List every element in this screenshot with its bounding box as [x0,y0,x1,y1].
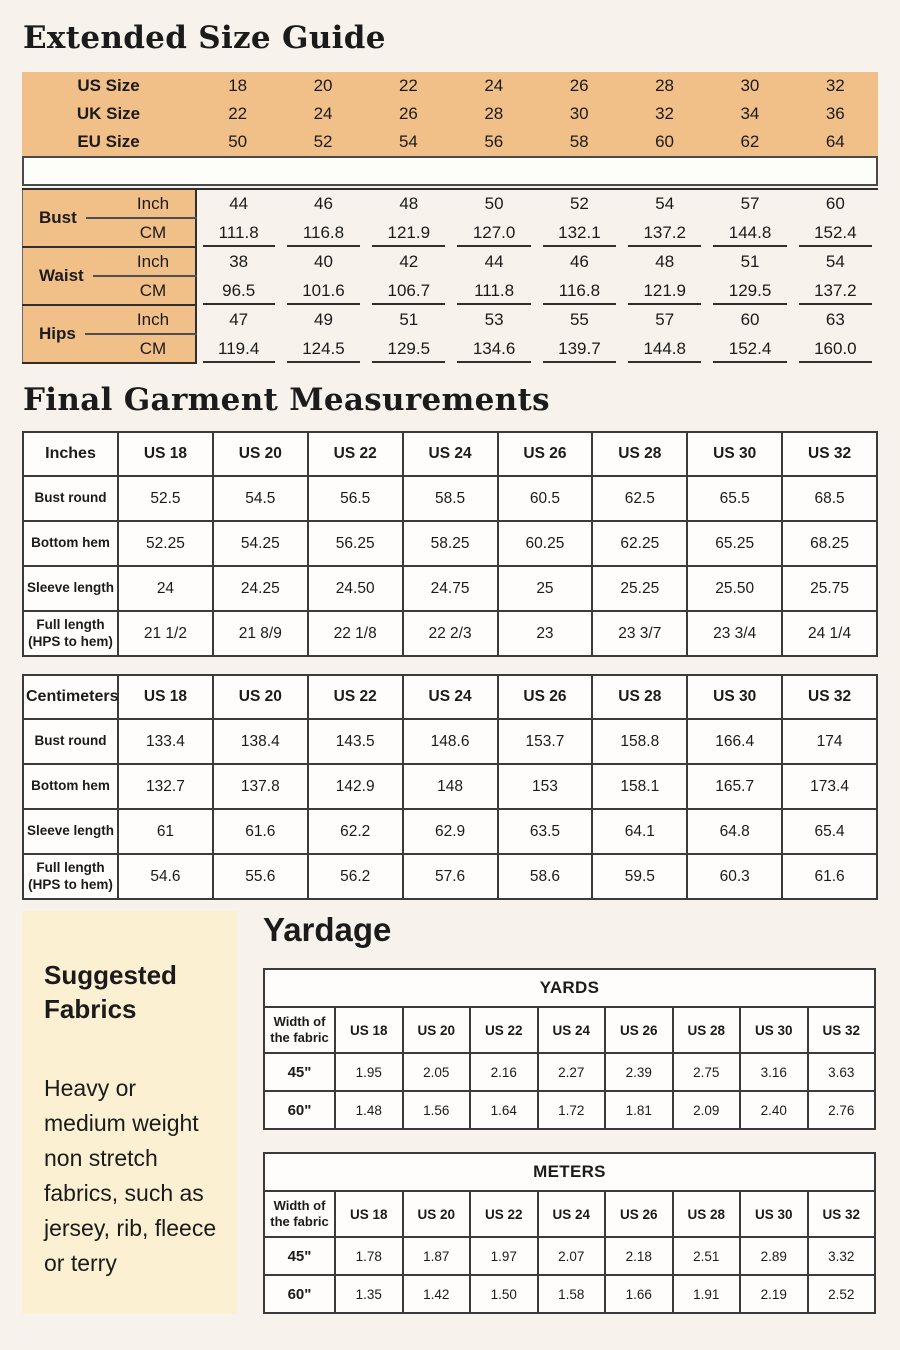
size-value: 60 [655,132,675,152]
measurement-value: 165.7 [687,764,782,809]
size-column-header: US 22 [470,1007,538,1053]
yardage-value: 3.63 [808,1053,876,1091]
yardage-value: 2.09 [673,1091,741,1129]
garment-measurement-row [23,854,877,899]
size-value: 24 [313,104,333,124]
size-column-header: US 24 [538,1191,606,1237]
size-value: 18 [228,76,248,96]
garment-header-row [23,675,877,719]
size-column-header: US 26 [498,432,593,476]
body-value-inch: 57 [655,309,675,329]
body-measurement-row-cm [23,276,879,305]
measurement-value: 52.5 [118,476,213,521]
yardage-title: Yardage [263,911,392,949]
body-value-cm: 111.8 [196,218,281,247]
garment-table-centimeters [22,674,878,900]
fabric-width-label: 45" [264,1237,335,1275]
measurement-value: 24 1/4 [782,611,877,656]
yardage-data-row [264,1091,875,1129]
body-value-cm: 152.4 [793,218,878,247]
yardage-value: 1.78 [335,1237,403,1275]
size-value: 34 [740,104,760,124]
garment-measurement-row [23,809,877,854]
measurement-value: 58.6 [498,854,593,899]
yardage-value: 2.51 [673,1237,741,1275]
body-value-inch: 53 [484,309,504,329]
size-conversion-row [22,72,878,100]
measurement-label: Bust round [23,719,118,764]
measurement-value: 173.4 [782,764,877,809]
measurement-value: 54.5 [213,476,308,521]
size-conversion-row [22,128,878,156]
body-value-inch: 54 [825,251,845,271]
size-value: 30 [740,76,760,96]
measurement-value: 65.25 [687,521,782,566]
yardage-value: 1.35 [335,1275,403,1313]
yardage-data-row [264,1237,875,1275]
body-value-inch: 63 [825,309,845,329]
measurement-value: 23 [498,611,593,656]
garment-measurement-row [23,764,877,809]
measurement-label: Sleeve length [23,809,118,854]
garment-header-row [23,432,877,476]
measurement-value: 55.6 [213,854,308,899]
body-value-inch: 52 [569,194,589,214]
body-value-cm: 134.6 [451,334,536,363]
body-value-cm: 144.8 [622,334,707,363]
yardage-value: 3.32 [808,1237,876,1275]
size-value: 32 [655,104,675,124]
measurement-value: 63.5 [498,809,593,854]
yardage-value: 2.52 [808,1275,876,1313]
size-column-header: US 24 [538,1007,606,1053]
body-value-cm: 116.8 [537,276,622,305]
body-value-cm: 129.5 [707,276,792,305]
yardage-unit-title: METERS [264,1153,875,1191]
size-column-header: US 28 [592,675,687,719]
measurement-value: 21 1/2 [118,611,213,656]
measurement-value: 58.25 [403,521,498,566]
unit-label-inch: Inch [112,189,196,218]
size-value: 22 [228,104,248,124]
measurement-value: 143.5 [308,719,403,764]
measurement-value: 22 2/3 [403,611,498,656]
size-column-header: US 26 [605,1191,673,1237]
body-value-cm: 106.7 [366,276,451,305]
unit-label-cm: CM [112,334,196,363]
body-value-cm: 111.8 [451,276,536,305]
size-column-header: US 32 [782,675,877,719]
body-value-cm: 124.5 [281,334,366,363]
yardage-value: 2.16 [470,1053,538,1091]
body-part-label-wrap [23,306,112,362]
measurement-value: 22 1/8 [308,611,403,656]
size-column-header: US 30 [687,432,782,476]
body-value-inch: 38 [229,251,249,271]
body-value-cm: 96.5 [196,276,281,305]
fabric-width-header: Width of the fabric [264,1191,335,1237]
yardage-value: 1.87 [403,1237,471,1275]
size-column-header: US 28 [673,1191,741,1237]
size-column-header: US 20 [213,432,308,476]
size-column-header: US 18 [118,432,213,476]
measurement-value: 60.25 [498,521,593,566]
yardage-table-meters [263,1152,876,1314]
body-value-cm: 121.9 [622,276,707,305]
measurement-value: 57.6 [403,854,498,899]
measurement-value: 137.8 [213,764,308,809]
yardage-title-row [264,1153,875,1191]
yardage-header-row [264,1007,875,1053]
size-column-header: US 28 [592,432,687,476]
measurement-value: 54.25 [213,521,308,566]
body-value-inch: 54 [655,194,675,214]
size-column-header: US 18 [118,675,213,719]
size-conversion-body [22,72,878,156]
size-value: 50 [228,132,248,152]
size-column-header: US 30 [687,675,782,719]
body-value-inch: 60 [825,194,845,214]
measurement-value: 148.6 [403,719,498,764]
measurement-value: 62.5 [592,476,687,521]
yardage-value: 1.50 [470,1275,538,1313]
body-value-cm: 127.0 [451,218,536,247]
body-value-inch: 40 [314,251,333,271]
body-value-inch: 44 [229,194,249,214]
measurement-value: 166.4 [687,719,782,764]
garment-measurement-row [23,476,877,521]
body-value-inch: 51 [740,251,760,271]
size-column-header: US 22 [470,1191,538,1237]
size-value: 22 [398,76,418,96]
measurement-label: Bottom hem [23,764,118,809]
yardage-value: 2.40 [740,1091,808,1129]
size-value: 56 [484,132,504,152]
body-value-cm: 160.0 [793,334,878,363]
measurement-value: 24.50 [308,566,403,611]
size-column-header: US 20 [403,1007,471,1053]
yardage-value: 1.91 [673,1275,741,1313]
body-value-inch: 48 [655,251,675,271]
body-value-inch: 60 [740,309,760,329]
measurement-value: 148 [403,764,498,809]
yardage-value: 2.27 [538,1053,606,1091]
size-value: 54 [398,132,418,152]
measurement-value: 64.8 [687,809,782,854]
body-value-inch: 55 [569,309,589,329]
measurement-value: 174 [782,719,877,764]
body-value-inch: 51 [399,309,419,329]
size-value: 20 [313,76,333,96]
empty-divider-row [22,156,878,186]
size-column-header: US 32 [782,432,877,476]
measurement-value: 25.25 [592,566,687,611]
size-value: 24 [484,76,504,96]
body-value-inch: 46 [569,251,589,271]
body-measurement-row-cm [23,334,879,363]
size-system-label: EU Size [77,132,140,152]
yardage-value: 2.05 [403,1053,471,1091]
size-column-header: US 30 [740,1007,808,1053]
yardage-value: 2.89 [740,1237,808,1275]
suggested-fabrics-title: Suggested Fabrics [44,960,177,1024]
body-measurement-row-inch [23,189,879,218]
unit-header: Inches [23,432,118,476]
measurement-value: 24.25 [213,566,308,611]
measurement-value: 23 3/7 [592,611,687,656]
yardage-value: 2.19 [740,1275,808,1313]
measurement-value: 25 [498,566,593,611]
measurement-value: 65.4 [782,809,877,854]
page-title-final-garment-measurements: Final Garment Measurements [23,382,550,419]
garment-measurement-row [23,566,877,611]
measurement-value: 62.25 [592,521,687,566]
measurement-value: 142.9 [308,764,403,809]
measurement-value: 24.75 [403,566,498,611]
measurement-value: 132.7 [118,764,213,809]
suggested-fabrics-text: Heavy or medium weight non stretch fabrics, such as jersey, rib, fleece or terry [44,1074,217,1276]
fabric-width-header: Width of the fabric [264,1007,335,1053]
size-conversion-table [22,72,878,156]
size-conversion-row [22,100,878,128]
measurement-value: 60.3 [687,854,782,899]
body-measurement-row-inch [23,305,879,334]
unit-label-cm: CM [112,276,196,305]
suggested-fabrics-panel [22,911,237,1314]
unit-label-inch: Inch [112,305,196,334]
measurement-label: Bust round [23,476,118,521]
measurement-value: 25.75 [782,566,877,611]
measurement-value: 58.5 [403,476,498,521]
size-column-header: US 24 [403,432,498,476]
body-measurements-table [22,188,878,364]
body-value-cm: 132.1 [537,218,622,247]
yardage-value: 2.39 [605,1053,673,1091]
size-value: 28 [484,104,504,124]
body-part-label [23,305,112,363]
size-value: 58 [569,132,589,152]
size-system-label: UK Size [76,104,141,124]
body-value-inch: 46 [314,194,333,214]
measurement-value: 158.8 [592,719,687,764]
garment-measurement-row [23,611,877,656]
body-value-inch: 44 [484,251,504,271]
yardage-value: 1.95 [335,1053,403,1091]
measurement-value: 64.1 [592,809,687,854]
measurement-value: 62.2 [308,809,403,854]
yardage-value: 1.66 [605,1275,673,1313]
body-value-inch: 57 [740,194,760,214]
measurement-value: 56.2 [308,854,403,899]
fabric-width-label: 60" [264,1091,335,1129]
measurement-label: Full length (HPS to hem) [23,854,118,899]
yardage-value: 2.76 [808,1091,876,1129]
unit-label-inch: Inch [112,247,196,276]
measurement-value: 65.5 [687,476,782,521]
measurement-value: 54.6 [118,854,213,899]
page-title-extended-size-guide: Extended Size Guide [23,20,386,56]
body-value-inch: 48 [399,194,419,214]
unit-header: Centimeters [23,675,118,719]
measurement-label: Sleeve length [23,566,118,611]
body-part-name: Bust [39,208,77,228]
size-value: 62 [740,132,760,152]
measurement-value: 68.5 [782,476,877,521]
yardage-value: 2.18 [605,1237,673,1275]
size-column-header: US 22 [308,675,403,719]
body-measurement-row-cm [23,218,879,247]
size-system-label: US Size [77,76,140,96]
size-value: 30 [569,104,589,124]
body-value-cm: 137.2 [622,218,707,247]
unit-label-cm: CM [112,218,196,247]
size-value: 64 [825,132,845,152]
garment-measurement-row [23,521,877,566]
body-value-cm: 152.4 [707,334,792,363]
garment-measurement-row [23,719,877,764]
measurement-value: 52.25 [118,521,213,566]
measurement-value: 23 3/4 [687,611,782,656]
body-value-cm: 121.9 [366,218,451,247]
measurement-value: 56.5 [308,476,403,521]
yardage-header-row [264,1191,875,1237]
size-column-header: US 26 [498,675,593,719]
body-part-label-wrap [23,248,112,304]
yardage-value: 1.48 [335,1091,403,1129]
body-measurement-row-inch [23,247,879,276]
bottom-section [22,911,878,1314]
measurement-value: 60.5 [498,476,593,521]
yardage-value: 1.81 [605,1091,673,1129]
body-part-name: Hips [39,324,76,344]
measurement-value: 24 [118,566,213,611]
body-value-inch: 47 [229,309,249,329]
measurement-value: 68.25 [782,521,877,566]
body-value-cm: 119.4 [196,334,281,363]
measurement-value: 21 8/9 [213,611,308,656]
measurement-value: 61.6 [213,809,308,854]
body-value-cm: 129.5 [366,334,451,363]
measurement-value: 62.9 [403,809,498,854]
measurement-value: 153 [498,764,593,809]
size-column-header: US 32 [808,1007,876,1053]
garment-table-inches [22,431,878,657]
measurement-value: 61 [118,809,213,854]
measurement-value: 153.7 [498,719,593,764]
body-value-inch: 42 [399,251,419,271]
yardage-data-row [264,1053,875,1091]
size-column-header: US 24 [403,675,498,719]
body-part-label [23,189,112,247]
label-dash-line [93,275,112,277]
body-part-name: Waist [39,266,84,286]
measurement-value: 59.5 [592,854,687,899]
size-value: 26 [569,76,589,96]
size-column-header: US 30 [740,1191,808,1237]
measurement-label: Bottom hem [23,521,118,566]
measurement-value: 158.1 [592,764,687,809]
size-value: 32 [825,76,845,96]
label-dash-line [85,333,112,335]
body-value-cm: 139.7 [537,334,622,363]
body-value-cm: 144.8 [707,218,792,247]
size-column-header: US 22 [308,432,403,476]
size-column-header: US 18 [335,1191,403,1237]
yardage-value: 2.75 [673,1053,741,1091]
body-value-cm: 137.2 [793,276,878,305]
size-value: 26 [398,104,418,124]
measurement-value: 25.50 [687,566,782,611]
body-value-cm: 101.6 [281,276,366,305]
yardage-value: 1.58 [538,1275,606,1313]
fabric-width-label: 60" [264,1275,335,1313]
measurement-value: 61.6 [782,854,877,899]
size-column-header: US 28 [673,1007,741,1053]
yardage-value: 1.72 [538,1091,606,1129]
measurement-value: 56.25 [308,521,403,566]
yardage-data-row [264,1275,875,1313]
yardage-table-yards [263,968,876,1130]
body-part-label [23,247,112,305]
measurement-value: 138.4 [213,719,308,764]
body-measurements-body [23,189,879,363]
yardage-value: 2.07 [538,1237,606,1275]
yardage-value: 1.97 [470,1237,538,1275]
size-value: 28 [655,76,675,96]
size-value: 36 [825,104,845,124]
body-value-cm: 116.8 [281,218,366,247]
yardage-section [263,911,878,1314]
yardage-value: 1.56 [403,1091,471,1129]
size-column-header: US 32 [808,1191,876,1237]
label-dash-line [86,217,112,219]
size-column-header: US 20 [403,1191,471,1237]
measurement-value: 133.4 [118,719,213,764]
size-column-header: US 26 [605,1007,673,1053]
yardage-value: 1.42 [403,1275,471,1313]
body-part-label-wrap [23,190,112,246]
measurement-label: Full length (HPS to hem) [23,611,118,656]
yardage-value: 1.64 [470,1091,538,1129]
body-value-inch: 50 [484,194,504,214]
fabric-width-label: 45" [264,1053,335,1091]
size-column-header: US 20 [213,675,308,719]
body-value-inch: 49 [314,309,333,329]
yardage-unit-title: YARDS [264,969,875,1007]
yardage-value: 3.16 [740,1053,808,1091]
size-value: 52 [313,132,333,152]
size-column-header: US 18 [335,1007,403,1053]
yardage-title-row [264,969,875,1007]
